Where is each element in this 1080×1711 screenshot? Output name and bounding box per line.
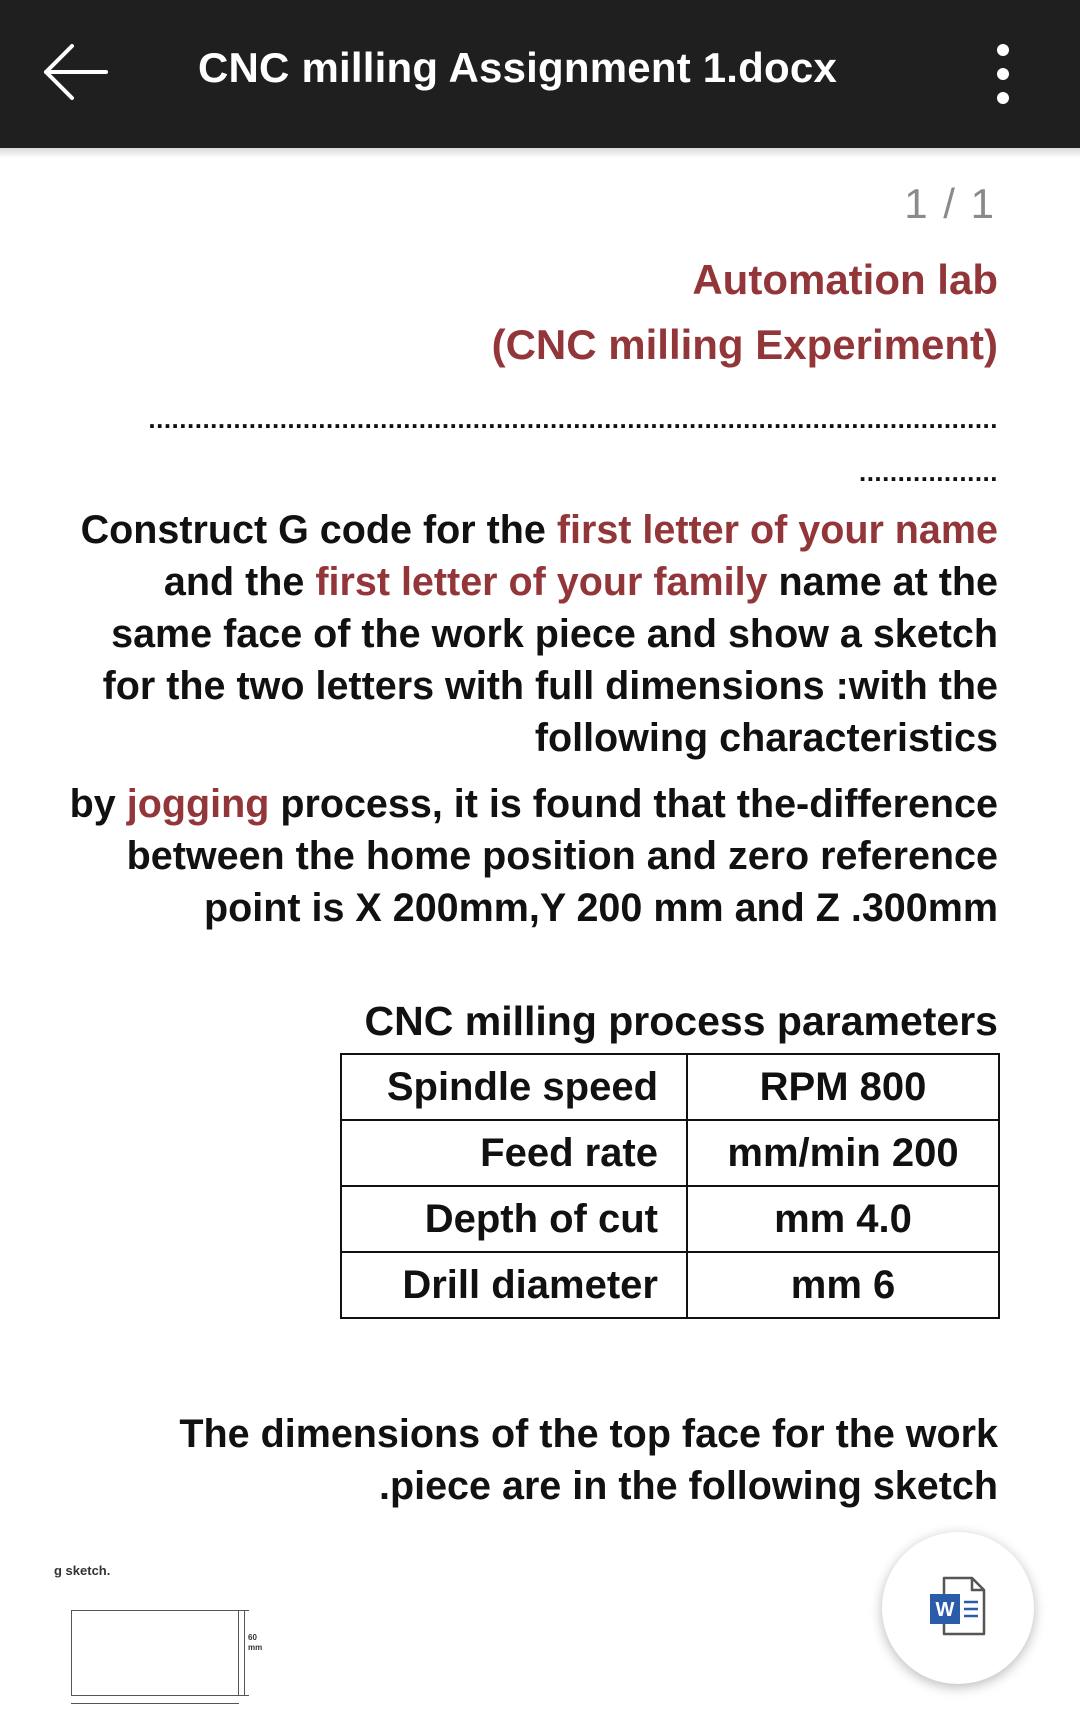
dotted-line-short: .................. [858, 457, 998, 487]
sketch-dimension-tick [239, 1695, 249, 1696]
jogging-text: by [69, 782, 127, 826]
highlight-first-name: first letter of your name [556, 508, 998, 552]
table-row [341, 1120, 999, 1186]
dotted-line-long: .............................................................................................................. [148, 404, 998, 434]
table-row [341, 1252, 999, 1318]
sketch-dimension-tick [239, 1610, 249, 1611]
table-row [341, 1054, 999, 1120]
parameters-table [340, 1053, 1000, 1319]
param-value: RPM 800 [687, 1054, 999, 1120]
word-letter: W [935, 1599, 955, 1621]
dimensions-paragraph: The dimensions of the top face for the work .piece are in the following sketch [179, 1412, 998, 1508]
param-label: Feed rate [341, 1120, 687, 1186]
instruction-paragraph [58, 504, 998, 764]
document-title: CNC milling Assignment 1.docx [198, 44, 837, 91]
jogging-paragraph [58, 778, 998, 934]
instruction-text: and the [163, 560, 316, 604]
back-button[interactable] [38, 36, 118, 108]
sketch-width-line [71, 1703, 239, 1704]
sketch-height-label: 60 mm [248, 1633, 263, 1652]
header-lab-title: Automation lab [692, 256, 998, 303]
workpiece-sketch [71, 1610, 239, 1696]
highlight-family-name: first letter of your family [315, 560, 768, 604]
arrow-left-icon [38, 36, 118, 108]
param-label: Spindle speed [341, 1054, 687, 1120]
param-value: mm 6 [687, 1252, 999, 1318]
sketch-caption: g sketch. [54, 1563, 111, 1578]
sketch-dimension-line [244, 1610, 245, 1696]
instruction-text: name at the same face of the work piece and show a sketch for the two letters with full dimensions :with the following characteristics [102, 560, 998, 760]
highlight-jogging: jogging [126, 782, 270, 826]
more-vertical-icon [980, 36, 1026, 112]
table-row [341, 1186, 999, 1252]
param-label: Depth of cut [341, 1186, 687, 1252]
jogging-text: process, it is found that the-difference between the home position and zero reference point is X 200mm,Y 200 mm and Z .300mm [126, 782, 998, 930]
app-bar [0, 0, 1080, 148]
instruction-text: Construct G code for the [80, 508, 557, 552]
page-indicator: 1 / 1 [904, 180, 996, 227]
open-in-word-button[interactable] [882, 1532, 1034, 1684]
param-value: mm 4.0 [687, 1186, 999, 1252]
app-bar-shadow [0, 148, 1080, 158]
header-experiment-title: (CNC milling Experiment) [491, 321, 998, 368]
word-document-icon [926, 1574, 990, 1640]
more-options-button[interactable] [980, 36, 1026, 112]
param-label: Drill diameter [341, 1252, 687, 1318]
parameters-table-title: CNC milling process parameters [364, 998, 998, 1044]
param-value: mm/min 200 [687, 1120, 999, 1186]
